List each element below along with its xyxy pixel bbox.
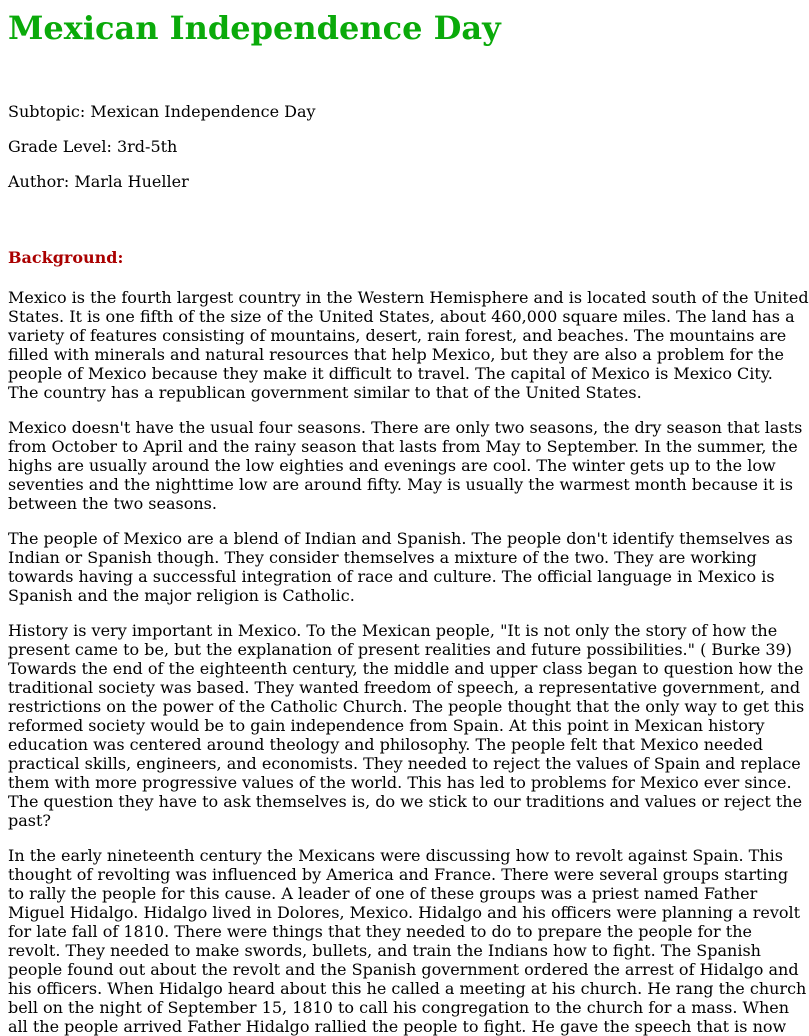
text-line: from October to April and the rainy season that lasts from May to September. In the summer, the [8,437,798,456]
subtopic-line: Subtopic: Mexican Independence Day [8,102,316,121]
text-line: highs are usually around the low eighties and evenings are cool. The winter gets up to the low [8,456,776,475]
text-line: restrictions on the power of the Catholic Church. The people thought that the only way to get this [8,697,805,716]
paragraph-revolt [8,846,807,1036]
paragraph-people [8,529,800,605]
paragraph-geography [8,288,809,402]
author-line: Author: Marla Hueller [8,172,189,191]
text-line: History is very important in Mexico. To the Mexican people, "It is not only the story of how the [8,621,778,640]
background-heading: Background: [8,248,124,267]
text-line: Mexico is the fourth largest country in the Western Hemisphere and is located south of the United [8,288,809,307]
text-line: traditional society was based. They wanted freedom of speech, a representative government, and [8,678,801,697]
text-line: Miguel Hidalgo. Hidalgo lived in Dolores, Mexico. Hidalgo and his officers were planning a revolt [8,903,801,922]
page-title: Mexican Independence Day [8,9,501,47]
text-line: education was centered around theology and philosophy. The people felt that Mexico needed [8,735,763,754]
text-line: to rally the people for this cause. A leader of one of these groups was a priest named Father [8,884,758,903]
text-line: revolt. They needed to make swords, bullets, and train the Indians how to fight. The Spanish [8,941,761,960]
text-line: The country has a republican government similar to that of the United States. [8,383,642,402]
text-line: people found out about the revolt and the Spanish government ordered the arrest of Hidalgo and [8,960,799,979]
text-line: Towards the end of the eighteenth century, the middle and upper class began to question how the [8,659,804,678]
text-line: practical skills, engineers, and economists. They needed to reject the values of Spain and replace [8,754,801,773]
text-line: for late fall of 1810. There were things that they needed to do to prepare the people for the [8,922,752,941]
text-line: The people of Mexico are a blend of Indian and Spanish. The people don't identify themselves as [8,529,793,548]
text-line: The question they have to ask themselves is, do we stick to our traditions and values or reject the [8,792,803,811]
text-line: between the two seasons. [8,494,217,513]
text-line: States. It is one fifth of the size of the United States, about 460,000 square miles. The land has a [8,307,795,326]
text-line: Mexico doesn't have the usual four seasons. There are only two seasons, the dry season that lasts [8,418,803,437]
paragraph-seasons [8,418,803,513]
text-line: his officers. When Hidalgo heard about this he called a meeting at his church. He rang the church [8,979,807,998]
grade-level-line: Grade Level: 3rd-5th [8,137,178,156]
text-line: filled with minerals and natural resources that help Mexico, but they are also a problem for the [8,345,784,364]
text-line: bell on the night of September 15, 1810 to call his congregation to the church for a mass. When [8,998,790,1017]
text-line: towards having a successful integration of race and culture. The official language in Mexico is [8,567,775,586]
text-line: seventies and the nighttime low are around fifty. May is usually the warmest month because it is [8,475,793,494]
text-line: Indian or Spanish though. They consider themselves a mixture of the two. They are working [8,548,757,567]
text-line: variety of features consisting of mountains, desert, rain forest, and beaches. The mountains are [8,326,787,345]
text-line: all the people arrived Father Hidalgo rallied the people to fight. He gave the speech that is now [8,1017,787,1036]
paragraph-history [8,621,805,830]
text-line: Spanish and the major religion is Catholic. [8,586,355,605]
text-line: In the early nineteenth century the Mexicans were discussing how to revolt against Spain. This [8,846,783,865]
text-line: present came to be, but the explanation of present realities and future possibilities." ( Burke 39) [8,640,792,659]
text-line: past? [8,811,51,830]
text-line: them with more progressive values of the world. This has led to problems for Mexico ever since. [8,773,792,792]
text-line: reformed society would be to gain independence from Spain. At this point in Mexican history [8,716,765,735]
text-line: people of Mexico because they make it difficult to travel. The capital of Mexico is Mexico City. [8,364,773,383]
text-line: thought of revolting was influenced by America and France. There were several groups starting [8,865,789,884]
